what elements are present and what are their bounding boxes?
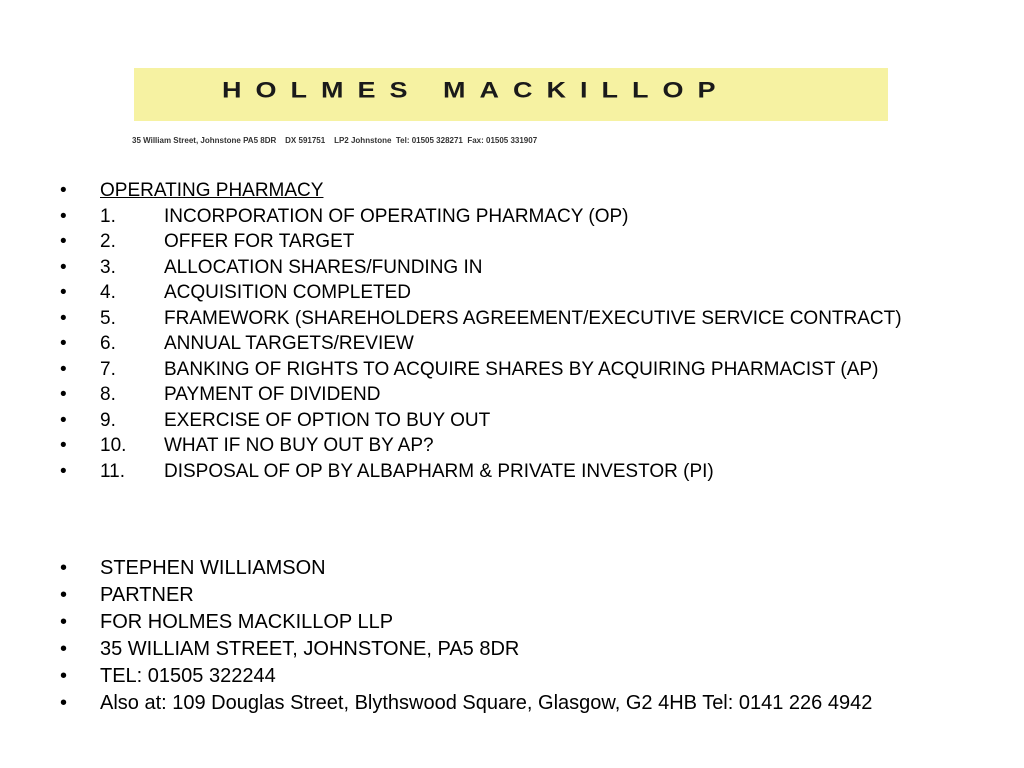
item-text: ACQUISITION COMPLETED — [164, 282, 412, 303]
item-number: 10. — [100, 435, 127, 456]
contact-line: 35 WILLIAM STREET, JOHNSTONE, PA5 8DR — [100, 638, 520, 660]
contact-firm — [60, 612, 960, 633]
letterhead-address: 35 William Street, Johnstone PA5 8DR DX 591751 LP2 Johnstone Tel: 01505 328271 Fax: 01505 331907 — [132, 136, 538, 145]
section-heading: OPERATING PHARMACY — [100, 180, 324, 201]
item-text: PAYMENT OF DIVIDEND — [164, 384, 381, 405]
bullet-icon: • — [60, 460, 67, 482]
bullet-icon: • — [60, 282, 67, 303]
letterhead-banner — [134, 68, 888, 121]
list-item — [60, 309, 960, 329]
operating-pharmacy-list — [60, 181, 960, 487]
list-item — [60, 258, 960, 278]
item-text: INCORPORATION OF OPERATING PHARMACY (OP) — [164, 205, 629, 227]
list-item — [60, 385, 960, 405]
bullet-icon: • — [60, 384, 67, 405]
item-number: 5. — [100, 307, 116, 329]
bullet-icon: • — [60, 307, 67, 329]
bullet-icon: • — [60, 256, 67, 278]
item-text: DISPOSAL OF OP BY ALBAPHARM & PRIVATE INVESTOR (PI) — [164, 460, 714, 482]
item-number: 4. — [100, 282, 116, 303]
contact-line: PARTNER — [100, 584, 194, 606]
item-number: 3. — [100, 256, 116, 278]
contact-other-office — [60, 693, 960, 714]
contact-line: FOR HOLMES MACKILLOP LLP — [100, 611, 394, 633]
item-number: 7. — [100, 358, 116, 380]
contact-name — [60, 558, 960, 579]
bullet-icon: • — [60, 358, 67, 380]
item-number: 6. — [100, 333, 116, 354]
firm-name-logo: HOLMES MACKILLOP — [222, 78, 730, 103]
bullet-icon: • — [60, 557, 68, 579]
list-item — [60, 334, 960, 354]
item-number: 9. — [100, 409, 116, 431]
item-text: FRAMEWORK (SHAREHOLDERS AGREEMENT/EXECUTIVE SERVICE CONTRACT) — [164, 307, 902, 329]
item-number: 2. — [100, 231, 116, 252]
bullet-icon: • — [60, 333, 67, 354]
contact-telephone — [60, 666, 960, 687]
item-text: ALLOCATION SHARES/FUNDING IN — [164, 256, 483, 278]
bullet-icon: • — [60, 611, 68, 633]
list-item — [60, 411, 960, 431]
bullet-icon: • — [60, 692, 68, 714]
contact-address — [60, 639, 960, 660]
item-text: WHAT IF NO BUY OUT BY AP? — [164, 435, 434, 456]
contact-line: TEL: 01505 322244 — [100, 665, 276, 687]
item-number: 11. — [100, 460, 126, 482]
contact-details-list — [60, 558, 960, 720]
item-text: BANKING OF RIGHTS TO ACQUIRE SHARES BY ACQUIRING PHARMACIST (AP) — [164, 358, 879, 380]
item-text: EXERCISE OF OPTION TO BUY OUT — [164, 409, 491, 431]
item-text: ANNUAL TARGETS/REVIEW — [164, 333, 414, 354]
bullet-icon: • — [60, 205, 67, 227]
bullet-icon: • — [60, 665, 68, 687]
bullet-icon: • — [60, 180, 67, 201]
contact-line: Also at: 109 Douglas Street, Blythswood Square, Glasgow, G2 4HB Tel: 0141 226 4942 — [100, 692, 873, 714]
item-text: OFFER FOR TARGET — [164, 231, 355, 252]
bullet-icon: • — [60, 231, 67, 252]
item-number: 1. — [100, 205, 116, 227]
list-item — [60, 207, 960, 227]
list-item — [60, 283, 960, 303]
item-number: 8. — [100, 384, 116, 405]
contact-line: STEPHEN WILLIAMSON — [100, 557, 326, 579]
list-item — [60, 232, 960, 252]
bullet-icon: • — [60, 435, 67, 456]
bullet-icon: • — [60, 409, 67, 431]
bullet-icon: • — [60, 638, 68, 660]
contact-role — [60, 585, 960, 606]
list-item — [60, 360, 960, 380]
list-item-heading — [60, 181, 960, 201]
bullet-icon: • — [60, 584, 68, 606]
list-item — [60, 436, 960, 456]
list-item — [60, 462, 960, 482]
